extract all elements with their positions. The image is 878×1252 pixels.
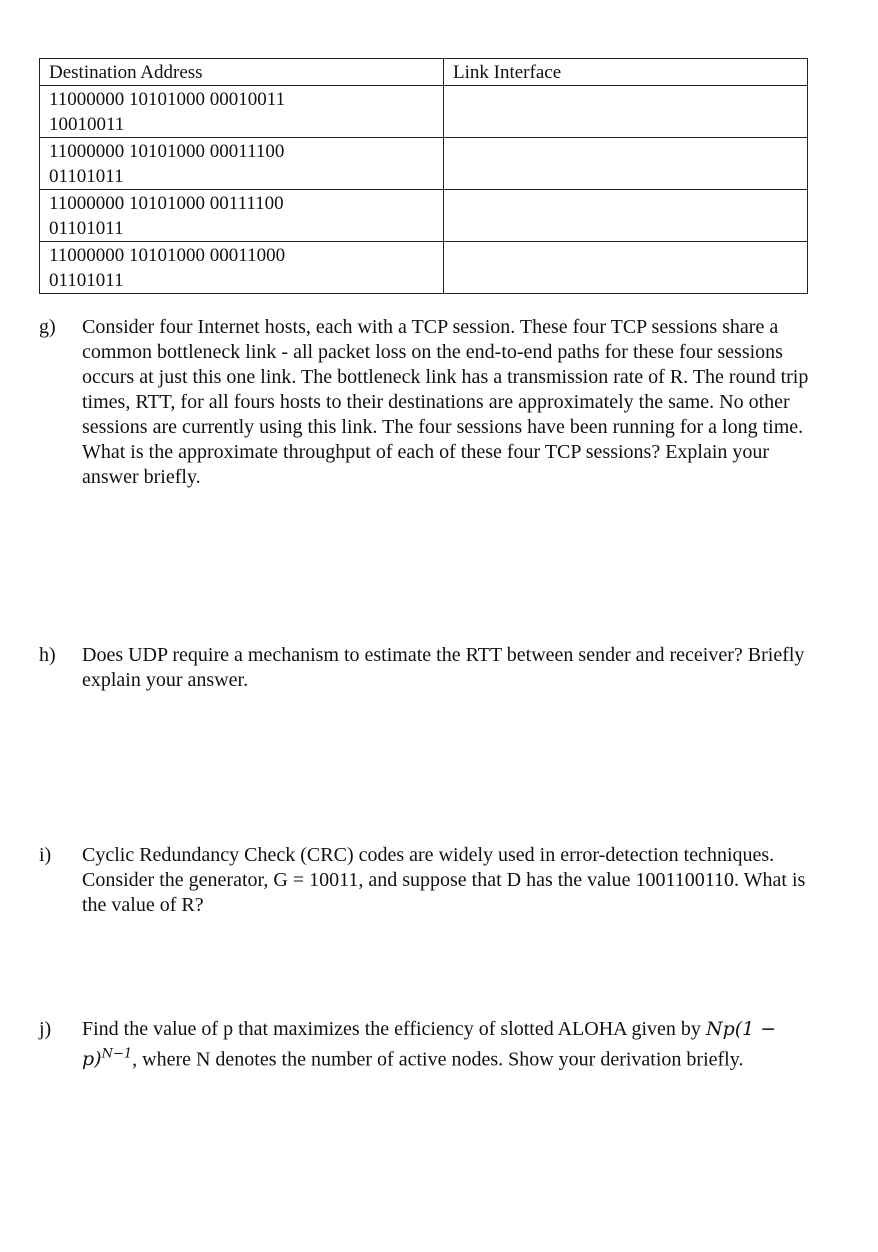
address-line: 11000000 10101000 00111100 — [49, 193, 284, 214]
table-row — [40, 86, 808, 138]
address-line: 01101011 — [49, 270, 124, 291]
question-label: h) — [39, 644, 56, 666]
destination-address-cell — [40, 242, 444, 294]
destination-address-cell — [40, 86, 444, 138]
link-interface-cell — [444, 242, 808, 294]
question-text-before: Find the value of p that maximizes the efficiency of slotted ALOHA given by — [82, 1018, 701, 1040]
link-interface-cell — [444, 86, 808, 138]
address-line: 11000000 10101000 00011000 — [49, 245, 286, 266]
question-i — [39, 843, 809, 918]
table-header-row — [40, 59, 808, 86]
destination-address-cell — [40, 138, 444, 190]
address-line: 11000000 10101000 00011100 — [49, 141, 285, 162]
question-g — [39, 315, 809, 490]
question-text-after: , where N denotes the number of active nodes. Show your derivation briefly. — [132, 1048, 744, 1071]
question-text: Does UDP require a mechanism to estimate the RTT between sender and receiver? Briefly explain your answer. — [82, 644, 805, 691]
link-interface-cell — [444, 138, 808, 190]
question-text: Consider four Internet hosts, each with a TCP session. These four TCP sessions share a common bottleneck link - all packet loss on the end-to-end paths for these four sessions occurs at just this one link. The bottleneck link has a transmission rate of R. The round trip times, RTT, for all fours hosts to their destinations are approximately the same. No other sessions are currently using this link. The four sessions have been running for a long time. What is the approximate throughput of each of these four TCP sessions? Explain your answer briefly. — [82, 316, 809, 488]
header-link-interface: Link Interface — [444, 59, 808, 86]
question-label: g) — [39, 316, 56, 338]
question-text — [82, 1017, 809, 1072]
address-line: 11000000 10101000 00010011 — [49, 89, 286, 110]
link-interface-cell — [444, 190, 808, 242]
formula-exponent: N−1 — [101, 1047, 133, 1062]
formula-base: Np(1 − p) — [82, 1018, 777, 1071]
address-line: 01101011 — [49, 166, 124, 187]
destination-address-cell — [40, 190, 444, 242]
question-text: Cyclic Redundancy Check (CRC) codes are widely used in error-detection techniques. Consider the generator, G = 10011, and suppose that D has the value 1001100110. What is the value of R? — [82, 844, 806, 916]
table-row — [40, 242, 808, 294]
question-label: i) — [39, 844, 52, 866]
address-line: 10010011 — [49, 114, 125, 135]
table-row — [40, 190, 808, 242]
question-j — [39, 1017, 809, 1072]
question-label: j) — [39, 1018, 52, 1040]
header-destination-address: Destination Address — [40, 59, 444, 86]
question-h — [39, 643, 809, 693]
routing-table — [39, 58, 808, 294]
table-row — [40, 138, 808, 190]
address-line: 01101011 — [49, 218, 124, 239]
